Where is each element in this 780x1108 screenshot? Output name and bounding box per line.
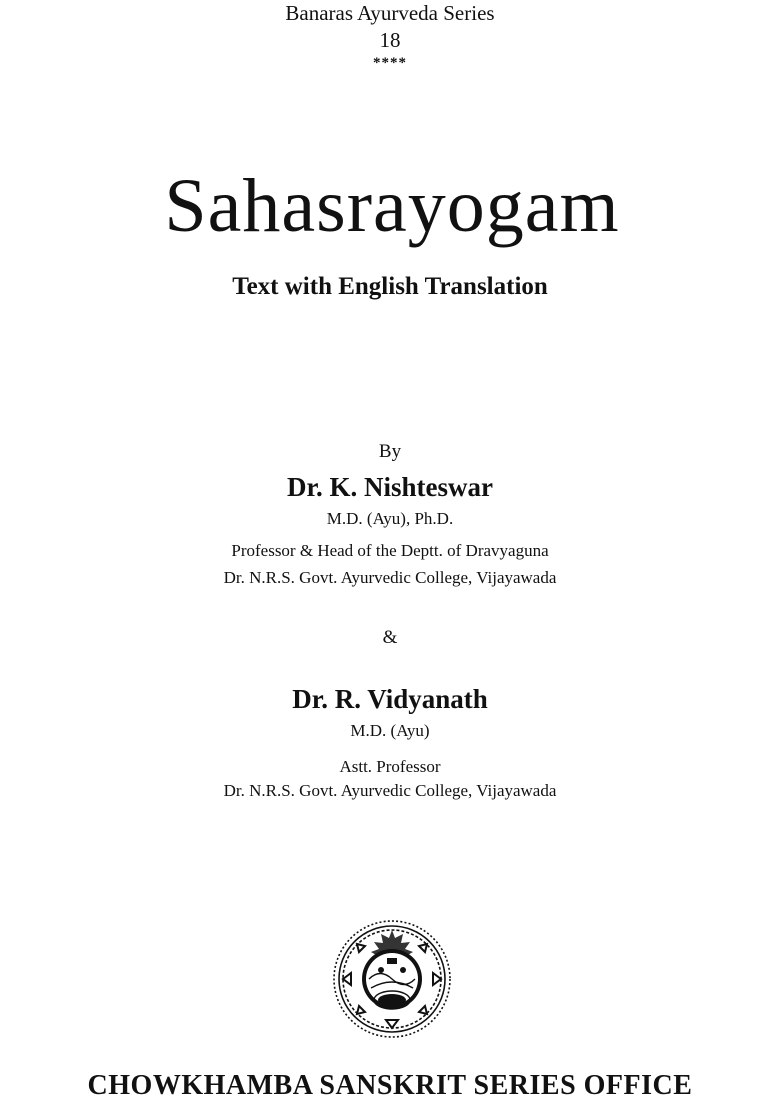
author-2-degree: M.D. (Ayu) xyxy=(350,721,430,740)
author-1-college: Dr. N.R.S. Govt. Ayurvedic College, Vijayawada xyxy=(223,568,557,587)
publisher-name: CHOWKHAMBA SANSKRIT SERIES OFFICE xyxy=(87,1070,693,1101)
author-1-post: Professor & Head of the Deptt. of Dravyaguna xyxy=(231,541,549,560)
series-stars: **** xyxy=(373,55,407,71)
by-label: By xyxy=(378,441,402,462)
book-subtitle: Text with English Translation xyxy=(232,273,548,300)
author-2-post: Astt. Professor xyxy=(339,757,441,776)
book-title: Sahasrayogam xyxy=(164,164,620,248)
ampersand: & xyxy=(382,627,398,648)
author-2-college: Dr. N.R.S. Govt. Ayurvedic College, Vijayawada xyxy=(223,781,557,800)
author-1-name: Dr. K. Nishteswar xyxy=(287,472,493,502)
series-name: Banaras Ayurveda Series xyxy=(285,1,495,25)
series-number: 18 xyxy=(379,28,401,52)
publisher-seal-icon xyxy=(331,918,453,1040)
author-1-degree: M.D. (Ayu), Ph.D. xyxy=(326,509,454,528)
author-2-name: Dr. R. Vidyanath xyxy=(292,684,488,714)
